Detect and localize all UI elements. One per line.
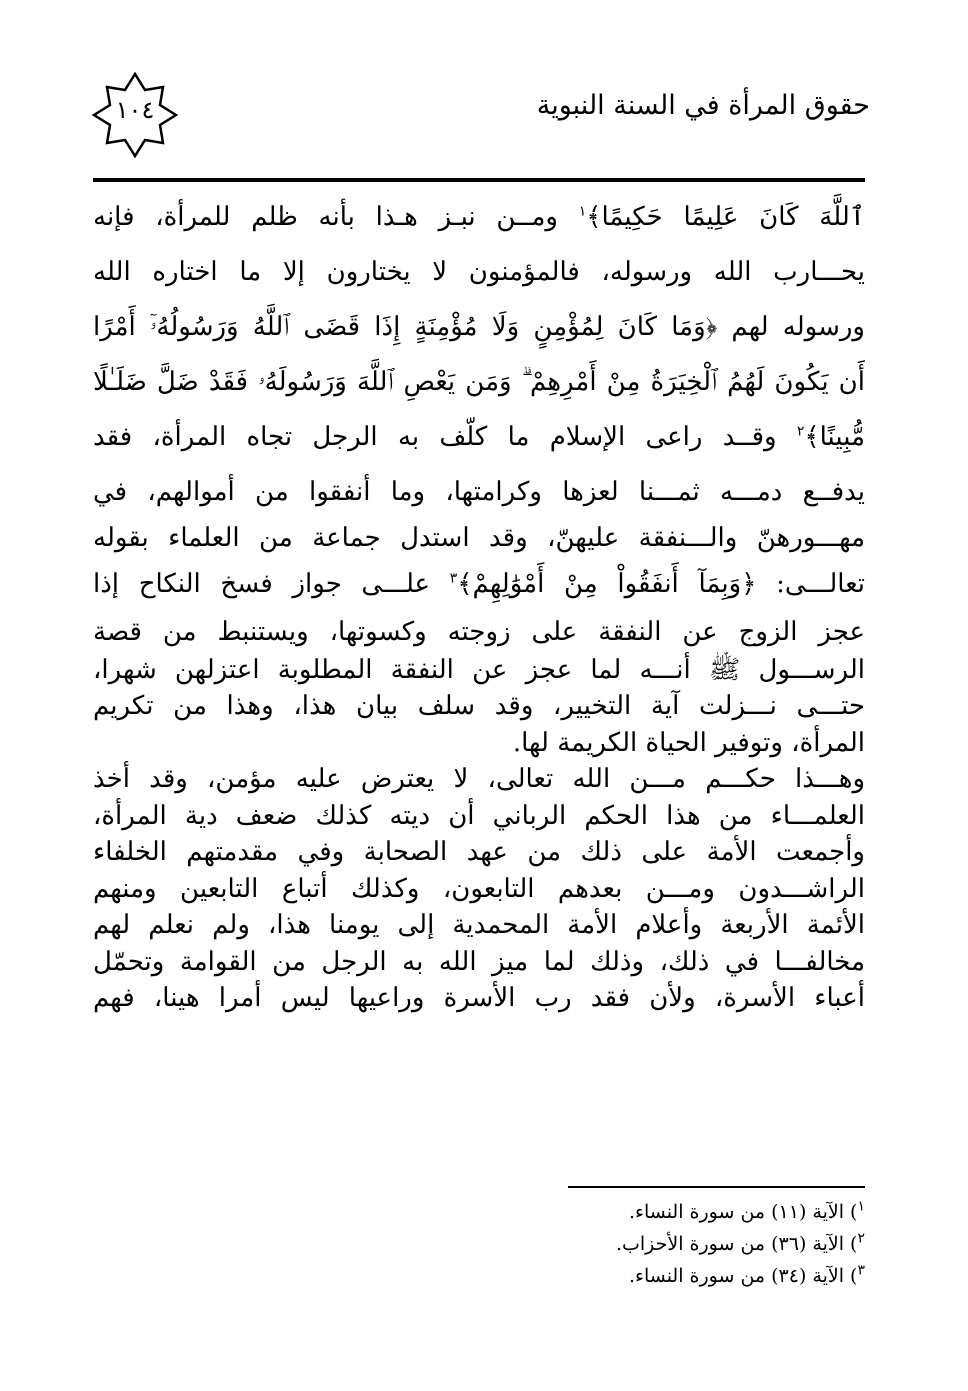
text-line: حتـــى نـــزلت آية التخيير، وقد سلف بيان هذا، وهذا من تكريم	[93, 691, 865, 721]
footnote-item: $^١$) الآية (١١) من سورة النساء.	[628, 1198, 865, 1223]
paragraph-1	[93, 190, 865, 520]
footnote-divider	[568, 1186, 865, 1188]
text-line: تعالـــى: ﴿وَبِمَآ أَنفَقُواْ مِنْ أَمْوَٰلِهِمْ﴾$^٣$ علـــى جواز فسخ النكاح إذا	[93, 568, 865, 599]
text-line: العلمـــاء من هذا الحكم الرباني أن ديته كذلك ضعف دية المرأة،	[93, 800, 865, 831]
paragraph-2	[93, 761, 865, 1017]
text-line: ورسوله لهم ﴿وَمَا كَانَ لِمُؤْمِنٍ وَلَا مُؤْمِنَةٍ إِذَا قَضَى ٱللَّهُ وَرَسُولُهُۥٓ أَمْرًا	[93, 312, 865, 342]
text-line: الأئمة الأربعة وأعلام الأمة المحمدية إلى يومنا هذا، ولم نعلم لهم	[93, 910, 865, 940]
text-line: أَن يَكُونَ لَهُمُ ٱلْخِيَرَةُ مِنْ أَمْرِهِمْ ۗ وَمَن يَعْصِ ٱللَّهَ وَرَسُولَهُۥ فَقَدْ ضَلَّ ضَلَـٰلًا	[93, 367, 865, 397]
text-line: أعباء الأسرة، ولأن فقد رب الأسرة وراعيها ليس أمرا هينا، فهم	[93, 983, 865, 1013]
text-line: ٱللَّهَ كَانَ عَلِيمًا حَكِيمًا﴾$^١$ ومــن نبـز هـذا بأنه ظلم للمرأة، فإنه	[93, 202, 865, 232]
text-line: يدفــع دمـــه ثمـــنا لعزها وكرامتها، وما أنفقوا من أموالهم، في	[93, 477, 865, 507]
paragraph-1-continued	[93, 520, 865, 761]
footnote-item: $^٢$) الآية (٣٦) من سورة الأحزاب.	[615, 1230, 865, 1255]
page-number: ١٠٤	[115, 96, 155, 124]
text-line: وهـــذا حكـــم مـــن الله تعالى، لا يعترض عليه مؤمن، وقد أخذ	[93, 764, 865, 794]
footnote-item: $^٣$) الآية (٣٤) من سورة النساء.	[628, 1262, 865, 1287]
page-number-badge	[90, 70, 180, 160]
text-line: عجز الزوج عن النفقة على زوجته وكسوتها، ويستنبط من قصة	[93, 616, 865, 647]
header-divider	[93, 178, 865, 182]
text-line: مُّبِينًا﴾$^٢$ وقــد راعى الإسلام ما كلّف به الرجل تجاه المرأة، فقد	[93, 422, 865, 452]
main-text	[93, 190, 865, 1017]
text-line: مهـــورهنّ والـــنفقة عليهنّ، وقد استدل جماعة من العلماء بقوله	[93, 523, 865, 553]
footnotes	[616, 1196, 865, 1292]
text-line: المرأة، وتوفير الحياة الكريمة لها.	[512, 727, 865, 758]
text-line: يحـــارب الله ورسوله، فالمؤمنون لا يختارون إلا ما اختاره الله	[93, 257, 865, 287]
text-line: وأجمعت الأمة على ذلك من عهد الصحابة وفي مقدمتهم الخلفاء	[93, 837, 865, 867]
text-line: مخالفـــا في ذلك، وذلك لما ميز الله به الرجل من القوامة وتحمّل	[93, 946, 865, 977]
text-line: الراشـــدون ومـــن بعدهم التابعون، وكذلك أتباع التابعين ومنهم	[93, 873, 865, 904]
book-title: حقوق المرأة في السنة النبوية	[536, 90, 870, 121]
page-header	[90, 70, 870, 170]
text-line: الرســـول ﷺ أنـــه لما عجز عن النفقة المطلوبة اعتزلهن شهرا،	[93, 654, 865, 685]
